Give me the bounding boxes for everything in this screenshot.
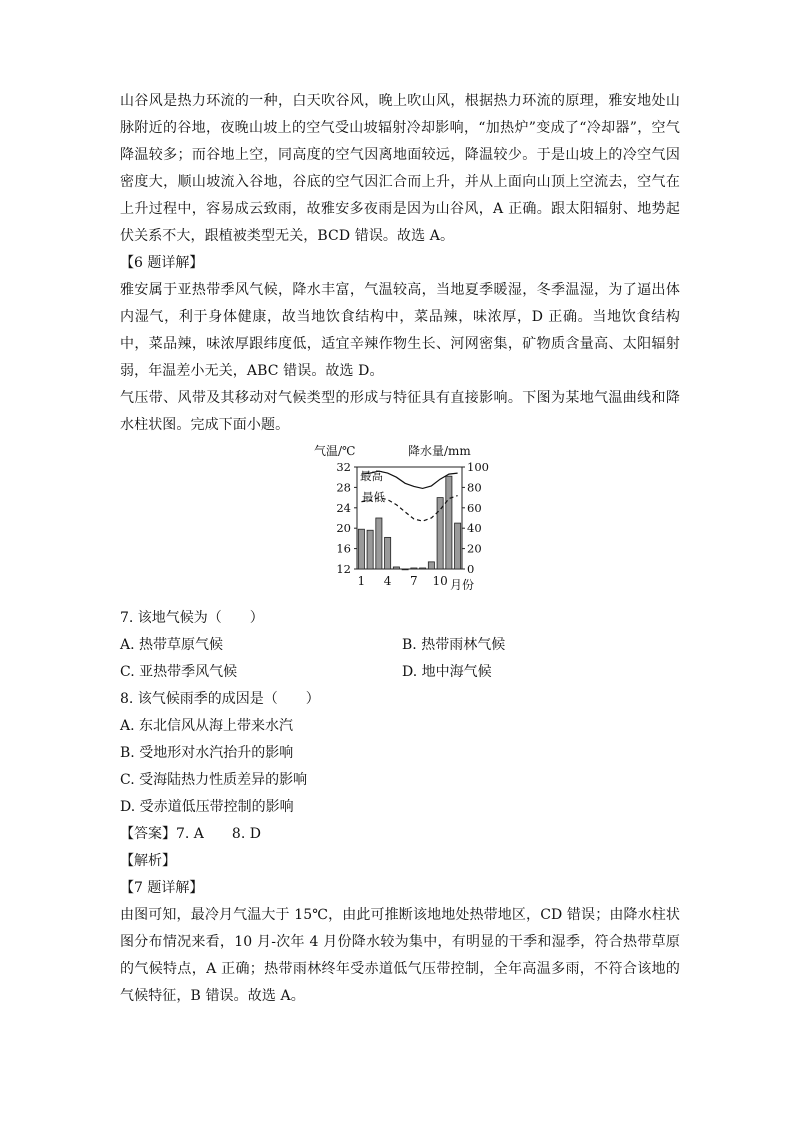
precipitation-bar: [437, 498, 443, 569]
x-tick-label: 10: [432, 574, 448, 588]
q5-explanation: 山谷风是热力环流的一种，白天吹谷风，晚上吹山风，根据热力环流的原理，雅安地处山脉附近的谷地，夜晚山坡上的空气受山坡辐射冷却影响，“加热炉”变成了“冷却器”，空气降温较多；而谷地上空，同高度的空气因离地面较远，降温较少。于是山坡上的冷空气因密度大，顺山坡流入谷地，谷底的空气因汇合而上升，并从上面向山顶上空流去，空气在上升过程中，容易成云致雨，故雅安多夜雨是因为山谷风，A 正确。跟太阳辐射、地势起伏关系不大，跟植被类型无关，BCD 错误。故选 A。: [120, 93, 680, 244]
precipitation-bar: [428, 562, 434, 569]
q7-stem: 7. 该地气候为（ ）: [120, 610, 264, 626]
precipitation-bar: [402, 569, 408, 570]
right-tick-label: 100: [467, 460, 489, 474]
precipitation-bar: [420, 568, 426, 569]
q7-option-d: D. 地中海气候: [402, 664, 492, 680]
precipitation-bar: [358, 529, 364, 569]
series-label-min: 最低: [362, 490, 385, 504]
precipitation-bar: [411, 568, 417, 569]
left-axis-label: 气温/℃: [314, 444, 356, 458]
climate-chart: [120, 443, 680, 601]
x-tick-label: 1: [357, 574, 366, 588]
q6-heading: 【6 题详解】: [120, 255, 204, 271]
q7-options-row-2: [120, 659, 680, 686]
precipitation-bar: [385, 537, 391, 569]
document-page: [120, 88, 680, 1010]
q7-options-row-1: [120, 632, 680, 659]
precipitation-bar: [393, 567, 399, 569]
q8-option-a: A. 东北信风从海上带来水汽: [120, 718, 294, 734]
q8-option-c: C. 受海陆热力性质差异的影响: [120, 772, 308, 788]
q8-stem: 8. 该气候雨季的成因是（ ）: [120, 691, 320, 707]
q7-option-c: C. 亚热带季风气候: [120, 664, 238, 680]
q8-option-d: D. 受赤道低压带控制的影响: [120, 799, 294, 815]
analysis-heading: 【解析】: [120, 853, 176, 869]
left-tick-label: 28: [336, 480, 351, 495]
left-tick-label: 24: [336, 500, 351, 515]
precipitation-bar: [455, 523, 461, 569]
series-label-max: 最高: [360, 469, 383, 483]
right-tick-label: 0: [467, 562, 475, 576]
left-tick-label: 32: [336, 460, 351, 474]
right-tick-label: 20: [467, 541, 482, 556]
q7-heading: 【7 题详解】: [120, 880, 204, 896]
answer-label: 【答案】7. A: [120, 826, 204, 842]
right-axis-label: 降水量/mm: [408, 444, 471, 458]
q7-option-a: A. 热带草原气候: [120, 637, 224, 653]
x-axis-label: 月份: [450, 578, 475, 592]
right-tick-label: 40: [467, 521, 482, 536]
right-tick-label: 80: [467, 480, 482, 495]
q7-explanation: 由图可知，最冷月气温大于 15℃，由此可推断该地地处热带地区，CD 错误；由降水柱状图分布情况来看，10 月-次年 4 月份降水较为集中，有明显的干季和湿季，符合热带草原的气候特点，A 正确；热带雨林终年受赤道低气压带控制，全年高温多雨，不符合该地的气候特征，B 错误。故选 A。: [120, 907, 680, 1004]
precipitation-bar: [376, 518, 382, 569]
precipitation-bar: [367, 530, 373, 569]
q6-explanation: 雅安属于亚热带季风气候，降水丰富，气温较高，当地夏季暖湿，冬季温湿，为了逼出体内湿气，利于身体健康，故当地饮食结构中，菜品辣，味浓厚，D 正确。当地饮食结构中，菜品辣，味浓厚跟纬度低，适宜辛辣作物生长、河网密集，矿物质含量高、太阳辐射弱，年温差小无关，ABC 错误。故选 D。: [120, 282, 680, 379]
intro-text: 气压带、风带及其移动对气候类型的形成与特征具有直接影响。下图为某地气温曲线和降水柱状图。完成下面小题。: [120, 390, 680, 433]
left-tick-label: 16: [336, 541, 351, 556]
left-tick-label: 20: [336, 521, 351, 536]
x-tick-label: 4: [383, 574, 392, 588]
x-tick-label: 7: [410, 574, 418, 588]
climate-chart-svg: [310, 443, 500, 595]
answer-8: 8. D: [231, 826, 261, 842]
left-tick-label: 12: [336, 562, 351, 576]
precipitation-bar: [446, 476, 452, 569]
answer-line: [120, 821, 680, 848]
right-tick-label: 60: [467, 500, 482, 515]
q7-option-b: B. 热带雨林气候: [402, 637, 506, 653]
q8-option-b: B. 受地形对水汽抬升的影响: [120, 745, 294, 761]
